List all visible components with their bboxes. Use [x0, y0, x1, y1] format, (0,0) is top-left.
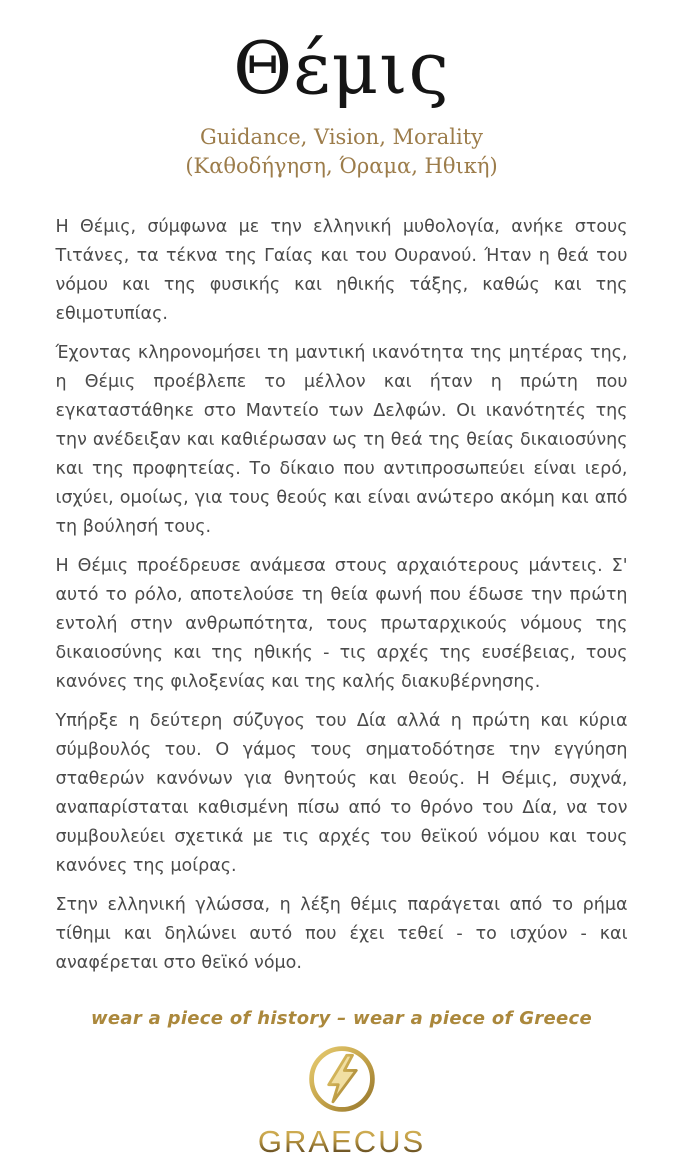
- brand-name: GRAECUS: [257, 1123, 426, 1159]
- page-title: Θέμις: [233, 26, 450, 110]
- body-paragraph-2: Έχοντας κληρονομήσει τη μαντική ικανότητα της μητέρας της, η Θέμις προέβλεπε το μέλλον και ήταν η πρώτη που εγκαταστάθηκε στο Μαντείο των Δελφών. Οι ικανότητές της την ανέδειξαν και καθιέρωσαν ως τη θεά της θείας δικαιοσύνης και της προφητείας. Το δίκαιο που αντιπροσωπεύει είναι ιερό, ισχύει, ομοίως, για τους θεούς και είναι ανώτερο ακόμη και από τη βούλησή τους.: [55, 342, 628, 537]
- subtitle-english: Guidance, Vision, Morality: [199, 124, 483, 149]
- body-paragraph-1: Η Θέμις, σύμφωνα με την ελληνική μυθολογία, ανήκε στους Τιτάνες, τα τέκνα της Γαίας και του Ουρανού. Ήταν η θεά του νόμου και της φυσικής και ηθικής τάξης, καθώς και της εθιμοτυπίας.: [55, 216, 628, 324]
- body-paragraph-3: Η Θέμις προέδρευσε ανάμεσα στους αρχαιότερους μάντεις. Σ' αυτό το ρόλο, αποτελούσε τη θεία φωνή που έδωσε την πρώτη εντολή στην ανθρωπότητα, τους πρωταρχικούς νόμους της δικαιοσύνης και της ηθικής - τις αρχές της ευσέβειας, τους κανόνες της φιλοξενίας και της καλής διακυβέρνησης.: [55, 555, 628, 692]
- subtitle-block: [185, 123, 497, 181]
- body-paragraph-5: Στην ελληνική γλώσσα, η λέξη θέμις παράγεται από το ρήμα τίθημι και δηλώνει αυτό που έχει τεθεί - το ισχύον - και αναφέρεται στο θεϊκό νόμο.: [55, 894, 628, 973]
- lightning-bolt-circle-icon: [304, 1041, 380, 1122]
- subtitle-greek: (Καθοδήγηση, Όραμα, Ηθική): [185, 153, 498, 178]
- brand-logo: [258, 1041, 425, 1160]
- body-paragraph-4: Υπήρξε η δεύτερη σύζυγος του Δία αλλά η πρώτη και κύρια σύμβουλός του. Ο γάμος τους σηματοδότησε την εγγύηση σταθερών κανόνων για θνητούς και θεούς. Η Θέμις, συχνά, αναπαρίσταται καθισμένη πίσω από το θρόνο του Δία, να τον συμβουλεύει σχετικά με τις αρχές του θεϊκού νόμου και τους κανόνες της μοίρας.: [55, 710, 628, 876]
- body-text: [56, 213, 628, 988]
- brand-tagline: wear a piece of history – wear a piece of Greece: [91, 1007, 592, 1029]
